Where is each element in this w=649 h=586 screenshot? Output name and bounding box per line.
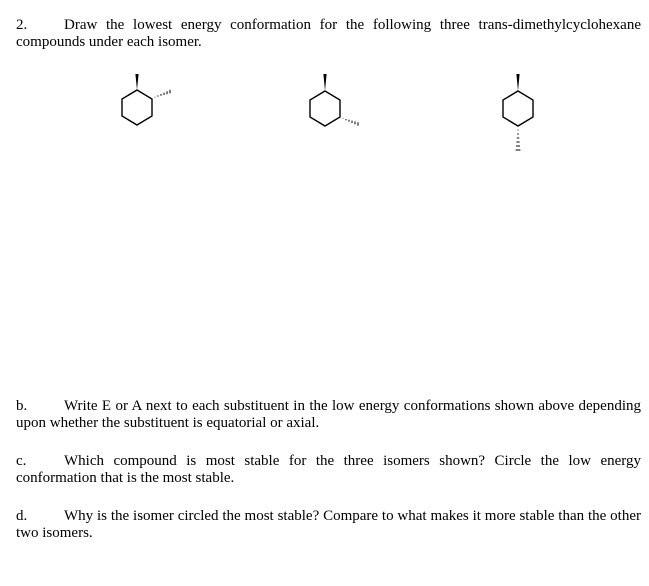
molecule-trans-1-4-dimethylcyclohexane (492, 72, 552, 168)
question-2 (16, 17, 641, 51)
cyclohexane-ring (310, 91, 340, 126)
wedge-bond (323, 74, 326, 91)
hashed-bond (516, 130, 521, 150)
question-2-number: 2. (16, 17, 28, 33)
cyclohexane-ring (122, 90, 152, 125)
part-d-label: d. (16, 508, 28, 524)
hashed-bond (343, 118, 358, 126)
part-c-label: c. (16, 453, 27, 469)
molecule-3-structure (492, 72, 552, 168)
molecule-trans-1-3-dimethylcyclohexane (300, 72, 370, 142)
question-2-text: Draw the lowest energy conformation for the following three trans-dimethylcyclohexane compounds under each isomer. (16, 17, 641, 50)
question-part-b (16, 398, 641, 432)
hashed-bond (155, 90, 170, 98)
molecule-trans-1-2-dimethylcyclohexane (106, 72, 190, 134)
molecule-2-structure (300, 72, 370, 142)
part-b-label: b. (16, 398, 28, 414)
question-part-c (16, 453, 641, 487)
molecule-1-structure (106, 72, 190, 134)
part-b-text: Write E or A next to each substituent in the low energy conformations shown above depending upon whether the substituent is equatorial or axial. (16, 398, 641, 431)
part-d-text: Why is the isomer circled the most stable? Compare to what makes it more stable than the other two isomers. (16, 508, 641, 541)
part-c-text: Which compound is most stable for the three isomers shown? Circle the low energy conformation that is the most stable. (16, 453, 641, 486)
wedge-bond (135, 74, 138, 90)
wedge-bond (516, 74, 519, 91)
cyclohexane-ring (503, 91, 533, 126)
question-part-d (16, 508, 641, 542)
